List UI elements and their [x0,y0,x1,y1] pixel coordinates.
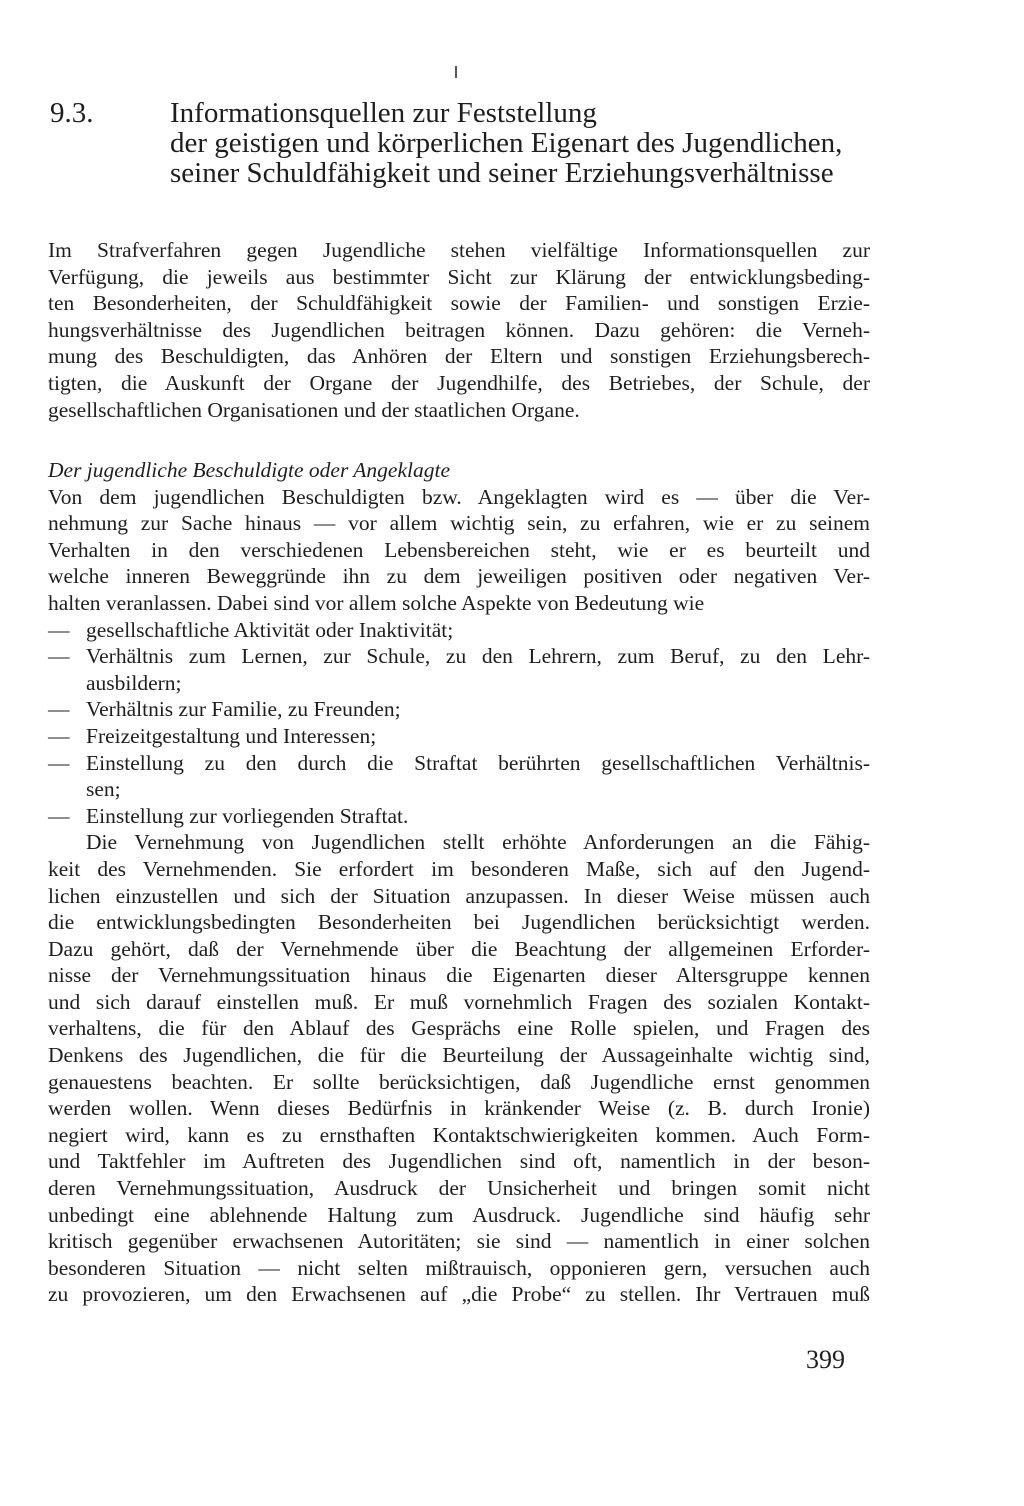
text-line: verhaltens, die für den Ablauf des Gesprächs eine Rolle spielen, und Fragen des [48,1016,870,1041]
text-line: Verhalten in den verschiedenen Lebensbereichen steht, wie er es beurteilt und [48,537,870,562]
text-line: lichen einzustellen und sich der Situation anzupassen. In dieser Weise müssen auch [48,883,870,908]
subsection-heading: Der jugendliche Beschuldigte oder Angeklagte [48,458,451,482]
text-line: Die Vernehmung von Jugendlichen stellt erhöhte Anforderungen an die Fähig- [86,830,870,855]
text-line: Im Strafverfahren gegen Jugendliche stehen vielfältige Informationsquellen zur [48,238,870,262]
section-body [48,457,870,1308]
list-item [48,803,870,830]
text-line: Dazu gehört, daß der Vernehmende über die Beachtung der allgemeinen Erforder- [48,936,870,961]
text-line: mung des Beschuldigten, das Anhören der Eltern und sonstigen Erziehungsberech- [48,344,870,369]
list-dash: — [48,723,70,748]
text-line: tigten, die Auskunft der Organe der Jugendhilfe, des Betriebes, der Schule, der [48,370,870,395]
list-dash: — [48,697,70,722]
text-line: halten veranlassen. Dabei sind vor allem solche Aspekte von Bedeutung wie [48,590,705,615]
list-item-text: Einstellung zur vorliegenden Straftat. [86,803,409,828]
list-item-text: Freizeitgestaltung und Interessen; [86,723,377,748]
section-number: 9.3. [50,97,94,129]
aspect-list [48,617,870,830]
text-line: besonderen Situation — nicht selten mißtrauisch, opponieren gern, versuchen auch [48,1255,870,1280]
list-item-text: Verhältnis zur Familie, zu Freunden; [86,697,401,722]
text-line: genauestens beachten. Er sollte berücksichtigen, daß Jugendliche ernst genommen [48,1069,870,1094]
text-line: nisse der Vernehmungssituation hinaus die Eigenarten dieser Altersgruppe kennen [48,963,870,988]
section-title-line: seiner Schuldfähigkeit und seiner Erziehungsverhältnisse [170,157,834,189]
text-line: Verfügung, die jeweils aus bestimmter Sicht zur Klärung der entwicklungsbeding- [48,264,870,289]
text-line: welche inneren Beweggründe ihn zu dem jeweiligen positiven oder negativen Ver- [48,564,870,589]
section-title-line: der geistigen und körperlichen Eigenart des Jugendlichen, [170,127,843,159]
list-dash: — [48,617,70,642]
text-line: keit des Vernehmenden. Sie erfordert im besonderen Maße, sich auf den Jugend- [48,856,870,881]
list-item-text: Einstellung zu den durch die Straftat berührten gesellschaftlichen Verhältnis- [86,750,870,775]
list-item [48,643,870,670]
list-dash: — [48,644,70,669]
page-number: 399 [806,1345,845,1374]
text-line: Von dem jugendlichen Beschuldigten bzw. Angeklagten wird es — über die Ver- [48,484,870,509]
section-title-line: Informationsquellen zur Feststellung [170,97,597,129]
list-dash: — [48,803,70,828]
text-line: deren Vernehmungssituation, Ausdruck der Unsicherheit und bringen somit nicht [48,1176,870,1201]
section-title [170,98,880,188]
interrogation-paragraph [48,829,870,1308]
list-dash: — [48,750,70,775]
text-line: zu provozieren, um den Erwachsenen auf „die Probe“ zu stellen. Ihr Vertrauen muß [48,1282,870,1307]
text-line: und Taktfehler im Auftreten des Jugendlichen sind oft, namentlich in der beson- [48,1149,870,1174]
text-line: gesellschaftlichen Organisationen und der staatlichen Organe. [48,397,580,422]
text-line: ten Besonderheiten, der Schuldfähigkeit sowie der Familien- und sonstigen Erzie- [48,291,870,316]
text-line: negiert wird, kann es zu ernsthaften Kontaktschwierigkeiten kommen. Auch Form- [48,1122,870,1147]
list-item [48,750,870,777]
list-item-text: gesellschaftliche Aktivität oder Inaktivität; [86,617,454,642]
text-line: die entwicklungsbedingten Besonderheiten bei Jugendlichen berücksichtigt werden. [48,910,870,935]
text-line: Denkens des Jugendlichen, die für die Beurteilung der Aussageinhalte wichtig sind, [48,1043,870,1068]
intro-paragraph [48,237,870,423]
text-line: unbedingt eine ablehnende Haltung zum Ausdruck. Jugendliche sind häufig sehr [48,1202,870,1227]
list-item [48,723,870,750]
text-line: nehmung zur Sache hinaus — vor allem wichtig sein, zu erfahren, wie er zu seinem [48,511,870,536]
text-line: hungsverhältnisse des Jugendlichen beitragen können. Dazu gehören: die Verneh- [48,317,870,342]
text-line: und sich darauf einstellen muß. Er muß vornehmlich Fragen des sozialen Kontakt- [48,989,870,1014]
text-line: werden wollen. Wenn dieses Bedürfnis in kränkender Weise (z. B. durch Ironie) [48,1096,870,1121]
list-item-text: Verhältnis zum Lernen, zur Schule, zu den Lehrern, zum Beruf, zu den Lehr- [86,644,870,669]
scan-artifact-mark [455,66,457,78]
list-item [48,617,870,644]
list-item-continuation: sen; [86,777,121,802]
text-line: kritisch gegenüber erwachsenen Autoritäten; sie sind — namentlich in einer solchen [48,1229,870,1254]
list-item-continuation: ausbildern; [86,670,182,695]
list-item [48,696,870,723]
